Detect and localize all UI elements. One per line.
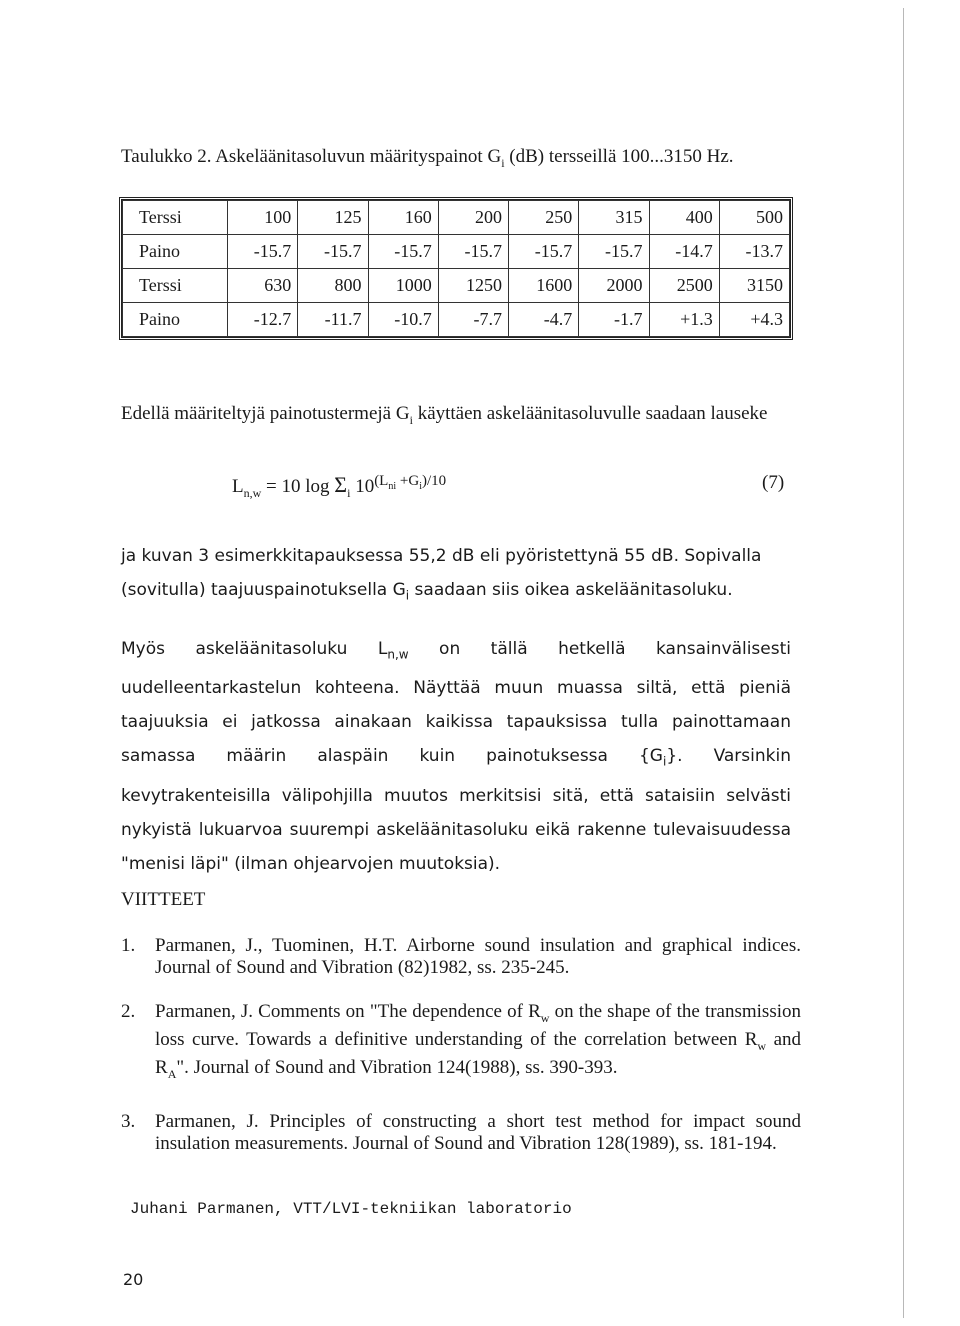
table-cell: 2000 — [579, 269, 649, 303]
reference-item — [121, 1001, 801, 1084]
reference-number: 1. — [121, 935, 136, 956]
table-cell: -15.7 — [438, 235, 508, 269]
formula-part: ni — [388, 480, 397, 492]
paragraph-text: on tällä hetkellä kansainvälisesti uudelleentarkastelun kohteena. Näyttää muun muassa siltä, että pieniä taajuuksia ei jatkossa ainakaan kaikissa tapauksissa tulla painottamaan samassa määrin alaspäin kuin painotuksessa {G — [121, 639, 791, 767]
subscript: i — [409, 412, 413, 427]
table-row — [123, 269, 790, 303]
formula-part: 10 — [350, 476, 375, 497]
table-cell: -14.7 — [649, 235, 719, 269]
row-label: Terssi — [123, 269, 228, 303]
paragraph-intro — [121, 397, 791, 437]
subscript: w — [540, 1010, 550, 1025]
subscript: A — [167, 1066, 177, 1081]
reference-item — [121, 935, 801, 979]
formula-part: n,w — [243, 485, 262, 500]
formula-part: L — [232, 476, 244, 497]
row-label: Terssi — [123, 201, 228, 235]
subscript: i — [662, 754, 667, 769]
paragraph-text: Myös askeläänitasoluku L — [121, 639, 388, 659]
table-cell: 1250 — [438, 269, 508, 303]
author-footer: Juhani Parmanen, VTT/LVI-tekniikan laboratorio — [130, 1200, 572, 1218]
table-cell: 1600 — [509, 269, 579, 303]
table-cell: -15.7 — [228, 235, 298, 269]
table-row — [123, 303, 790, 337]
table-cell: 500 — [719, 201, 789, 235]
table-cell: 315 — [579, 201, 649, 235]
references-heading: VIITTEET — [121, 889, 206, 910]
formula-part: )/10 — [421, 472, 447, 489]
formula-part: i — [347, 485, 351, 500]
row-label: Paino — [123, 303, 228, 337]
table-cell: 630 — [228, 269, 298, 303]
reference-text-part: on the shape of the transmission loss curve. Towards a definitive understanding of the correlation between R — [155, 1001, 801, 1050]
equation-number: (7) — [762, 472, 785, 493]
caption-text-end: (dB) tersseillä 100...3150 Hz. — [504, 146, 734, 167]
paragraph-text: Edellä määriteltyjä painotustermejä G — [121, 403, 410, 424]
table-cell: 200 — [438, 201, 508, 235]
reference-number: 2. — [121, 1001, 136, 1022]
subscript: w — [757, 1038, 767, 1053]
paragraph-result — [121, 539, 791, 612]
table-cell: -15.7 — [298, 235, 368, 269]
subscript: n,w — [387, 647, 409, 662]
caption-subscript: i — [501, 155, 505, 170]
table-cell: -4.7 — [509, 303, 579, 337]
table-cell: 160 — [368, 201, 438, 235]
page-number: 20 — [123, 1270, 144, 1289]
table-cell: +1.3 — [649, 303, 719, 337]
reference-number: 3. — [121, 1111, 136, 1132]
weights-table — [119, 197, 793, 340]
table-cell: -1.7 — [579, 303, 649, 337]
sigma-symbol: Σ — [334, 472, 348, 497]
row-label: Paino — [123, 235, 228, 269]
table-cell: 1000 — [368, 269, 438, 303]
caption-text: Taulukko 2. Askeläänitasoluvun määrityspainot G — [121, 146, 502, 167]
reference-text: Parmanen, J., Tuominen, H.T. Airborne sound insulation and graphical indices. Journal of Sound and Vibration (82)1982, ss. 235-245. — [155, 935, 801, 978]
table-cell: 800 — [298, 269, 368, 303]
formula-part: = 10 log — [261, 476, 335, 497]
table-cell: 2500 — [649, 269, 719, 303]
table-cell: -11.7 — [298, 303, 368, 337]
subscript: i — [405, 588, 410, 603]
paragraph-text: saadaan siis oikea askeläänitasoluku. — [409, 580, 733, 600]
scan-edge-line — [903, 8, 904, 1318]
formula-part: i — [419, 480, 422, 492]
table-row — [123, 235, 790, 269]
table-caption — [121, 146, 734, 171]
table-cell: +4.3 — [719, 303, 789, 337]
table-cell: -15.7 — [509, 235, 579, 269]
reference-text: Parmanen, J. Principles of constructing a short test method for impact sound insulation measurements. Journal of Sound and Vibration 128(1989), ss. 181-194. — [155, 1111, 801, 1154]
reference-item — [121, 1111, 801, 1155]
table-cell: -12.7 — [228, 303, 298, 337]
table-cell: 125 — [298, 201, 368, 235]
paragraph-text: }. Varsinkin kevytrakenteisilla välipohjilla muutos merkitsisi sitä, että sataisiin selvästi nykyistä lukuarvoa suurempi askeläänitasoluku eikä rakenne tulevaisuudessa "menisi läpi" (ilman ohjearvojen muutoksia). — [121, 746, 791, 874]
formula-part: +G — [396, 472, 420, 489]
paragraph-text: käyttäen askeläänitasoluvulle saadaan lauseke — [412, 403, 768, 424]
formula-7 — [232, 472, 446, 501]
table-cell: 100 — [228, 201, 298, 235]
table-cell: 250 — [509, 201, 579, 235]
table-cell: -15.7 — [579, 235, 649, 269]
reference-text-part: ". Journal of Sound and Vibration 124(1988), ss. 390-393. — [176, 1056, 618, 1078]
reference-text-part: Parmanen, J. Comments on "The dependence of R — [155, 1001, 541, 1022]
formula-part: (L — [374, 472, 389, 489]
formula-exponent — [374, 472, 447, 492]
table-cell: 400 — [649, 201, 719, 235]
table-row — [123, 201, 790, 235]
table-cell: 3150 — [719, 269, 789, 303]
table-cell: -13.7 — [719, 235, 789, 269]
table-cell: -10.7 — [368, 303, 438, 337]
paragraph-discussion — [121, 632, 791, 881]
paragraph-text: ja kuvan 3 esimerkkitapauksessa 55,2 dB eli pyöristettynä 55 dB. Sopivalla (sovitulla) taajuuspainotuksella G — [121, 546, 762, 600]
table-cell: -15.7 — [368, 235, 438, 269]
reference-text — [155, 1001, 801, 1084]
reference-text-part: and R — [155, 1028, 801, 1078]
table-cell: -7.7 — [438, 303, 508, 337]
